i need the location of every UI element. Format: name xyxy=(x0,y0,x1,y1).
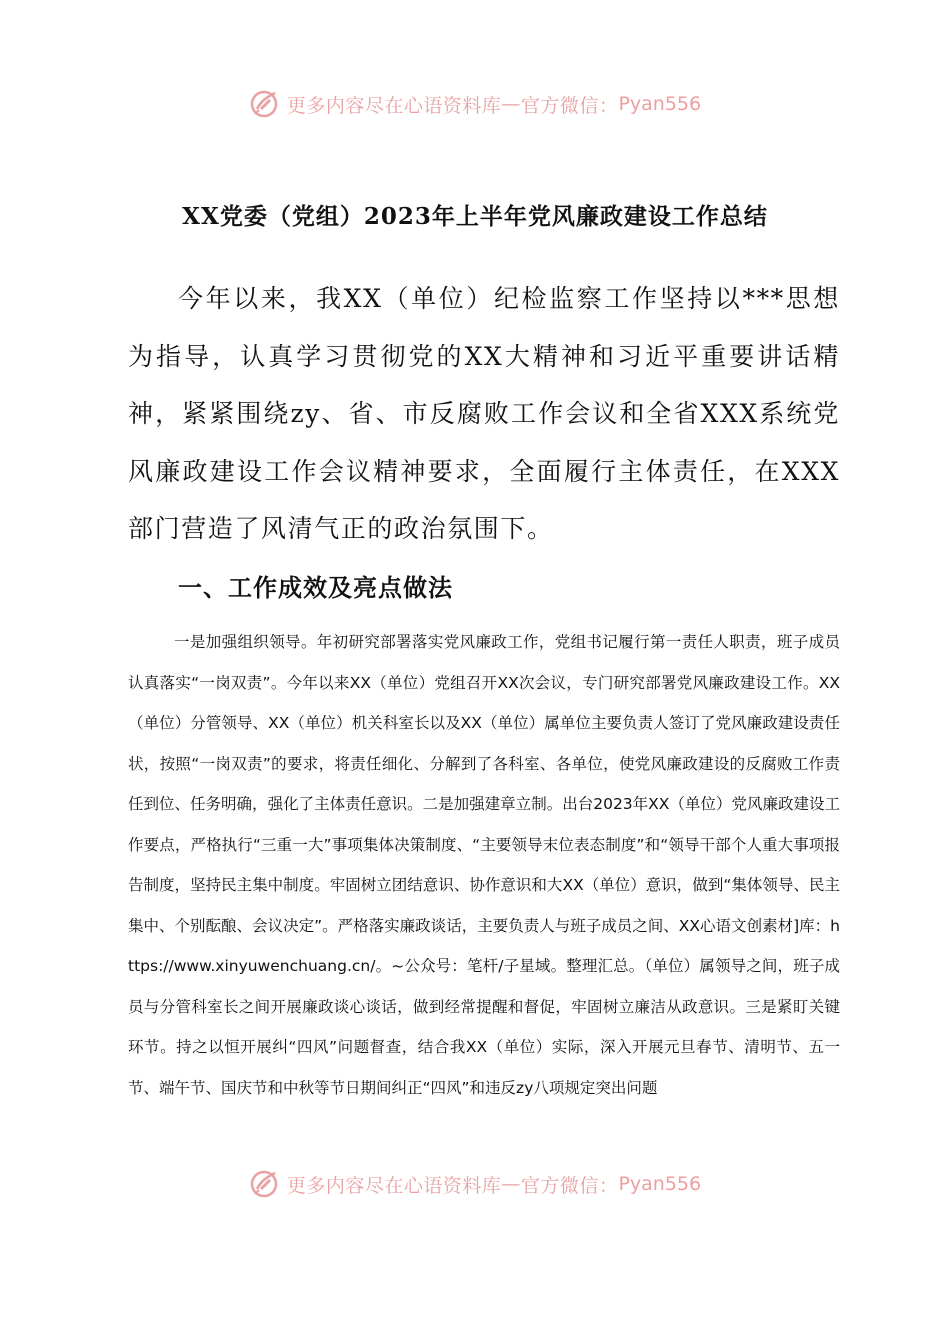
banner-dash: — xyxy=(501,1173,521,1195)
banner-contact-label: 官方微信： xyxy=(520,1174,619,1197)
intro-paragraph: 今年以来，我XX（单位）纪检监察工作坚持以***思想为指导，认真学习贯彻党的XX大精神和习近平重要讲话精神，紧紧围绕zy、省、市反腐败工作会议和全省XXX系统党风廉政建设工作会议精神要求，全面履行主体责任，在XXX部门营造了风清气正的政治氛围下。 xyxy=(128,284,840,543)
banner-dash: — xyxy=(501,93,521,115)
banner-contact-label: 官方微信： xyxy=(520,94,619,117)
banner-contact-id: Pyan556 xyxy=(618,93,702,115)
section-body-paragraph: 一是加强组织领导。年初研究部署落实党风廉政工作，党组书记履行第一责任人职责，班子成员认真落实“一岗双责”。今年以来XX（单位）党组召开XX次会议，专门研究部署党风廉政建设工作。XX（单位）分管领导、XX（单位）机关科室长以及XX（单位）属单位主要负责人签订了党风廉政建设责任状，按照“一岗双责”的要求，将责任细化、分解到了各科室、各单位，使党风廉政建设的反腐败工作责任到位、任务明确，强化了主体责任意识。二是加强建章立制。出台2023年XX（单位）党风廉政建设工作要点，严格执行“三重一大”事项集体决策制度、“主要领导末位表态制度”和“领导干部个人重大事项报告制度，坚持民主集中制度。牢固树立团结意识、协作意识和大XX（单位）意识，做到“集体领导、民主集中、个别酝酿、会议决定”。严格落实廉政谈话，主要负责人与班子成员之间、XX心语文创素材]库：https://www.xinyuwenchuang.cn/。~公众号：笔杆/子星域。整理汇总。（单位）属领导之间，班子成员与分管科室长之间开展廉政谈心谈话，做到经常提醒和督促，牢固树立廉洁从政意识。三是紧盯关键环节。持之以恒开展纠“四风”问题督查，结合我XX（单位）实际，深入开展元旦春节、清明节、五一节、端午节、国庆节和中秋等节日期间纠正“四风”和违反zy八项规定突出问题 xyxy=(128,633,840,1097)
banner-main-text: 更多内容尽在心语资料库 xyxy=(286,1174,502,1197)
banner-main-text: 更多内容尽在心语资料库 xyxy=(286,94,502,117)
header-watermark-banner xyxy=(0,84,950,124)
document-title: XX党委（党组）2023年上半年党风廉政建设工作总结 xyxy=(182,203,768,230)
banner-contact-id: Pyan556 xyxy=(618,1173,702,1195)
brand-logo-icon xyxy=(249,1167,283,1201)
footer-watermark-banner xyxy=(0,1164,950,1204)
section-heading: 一、工作成效及亮点做法 xyxy=(178,573,453,602)
brand-logo-icon xyxy=(249,87,283,121)
